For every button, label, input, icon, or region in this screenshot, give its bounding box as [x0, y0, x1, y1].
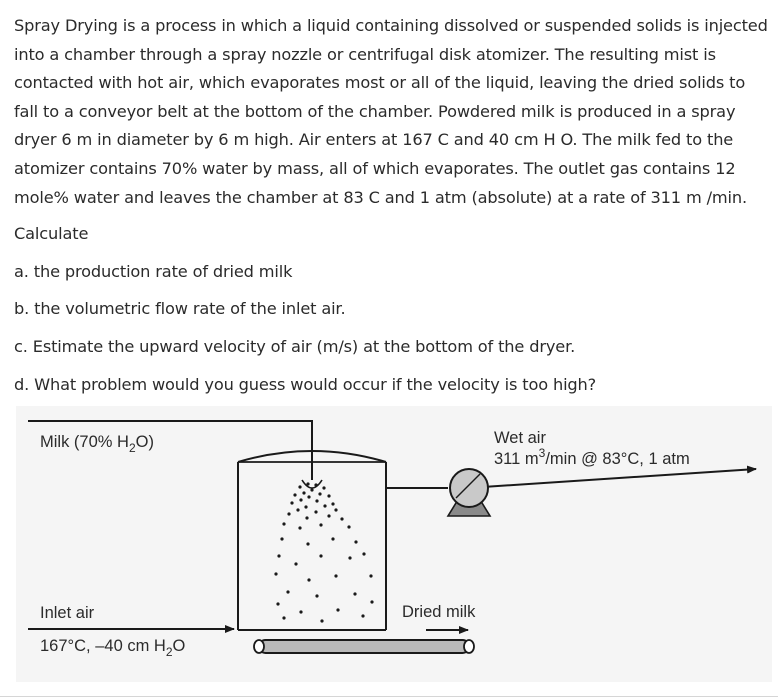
spray-droplet [334, 574, 337, 577]
conveyor-belt [259, 640, 469, 653]
statement-line: mole% water and leaves the chamber at 83 C and 1 atm (absolute) at a rate of 311 m /min. [14, 187, 747, 207]
spray-droplet [347, 525, 350, 528]
spray-droplet [334, 508, 337, 511]
blower-fan-icon [450, 469, 488, 507]
statement-line: contacted with hot air, which evaporates most or all of the liquid, leaving the dried solids to [14, 73, 746, 93]
spray-droplet [340, 517, 343, 520]
spray-droplet [305, 516, 308, 519]
spray-droplet [353, 592, 356, 595]
statement-line: dryer 6 m in diameter by 6 m high. Air enters at 167 C and 40 cm H O. The milk fed to the [14, 130, 734, 150]
spray-droplet [298, 526, 301, 529]
inlet-air-label: Inlet air [40, 604, 95, 622]
spray-droplet [296, 508, 299, 511]
statement-line: atomizer contains 70% water by mass, all of which evaporates. The outlet gas contains 12 [14, 158, 736, 178]
spray-droplet [293, 493, 296, 496]
spray-droplet [310, 488, 313, 491]
spray-droplet [277, 554, 280, 557]
inlet-air-conditions-label: 167°C, –40 cm $H_2O$ [40, 637, 186, 659]
spray-droplet [282, 616, 285, 619]
spray-droplet [369, 574, 372, 577]
spray-droplet [299, 498, 302, 501]
spray-droplet [304, 505, 307, 508]
spray-droplet [290, 501, 293, 504]
spray-droplet [319, 523, 322, 526]
spray-dryer-diagram [16, 406, 772, 682]
spray-droplet [306, 482, 309, 485]
spray-droplet [314, 510, 317, 513]
spray-droplet [307, 495, 310, 498]
spray-droplet [294, 562, 297, 565]
spray-droplet [370, 600, 373, 603]
problem-text [14, 12, 774, 399]
spray-droplet [323, 504, 326, 507]
statement-line: Spray Drying is a process in which a liquid containing dissolved or suspended solids is injected [14, 16, 768, 35]
spray-droplet [319, 554, 322, 557]
spray-droplet [327, 514, 330, 517]
spray-droplet [287, 512, 290, 515]
spray-droplet [362, 552, 365, 555]
spray-droplet [327, 494, 330, 497]
statement-line: fall to a conveyor belt at the bottom of the chamber. Powdered milk is produced in a spray [14, 101, 736, 121]
spray-droplet [348, 556, 351, 559]
spray-droplet [322, 486, 325, 489]
spray-droplet [315, 594, 318, 597]
spray-droplet [314, 483, 317, 486]
wet-air-outlet-arrow [468, 469, 756, 488]
spray-droplet [331, 502, 334, 505]
calculate-label: Calculate [14, 224, 89, 244]
spray-droplet [280, 537, 283, 540]
spray-droplet [354, 540, 357, 543]
spray-droplet [274, 572, 277, 575]
spray-droplet [361, 614, 364, 617]
spray-droplet [336, 608, 339, 611]
spray-droplet [298, 485, 301, 488]
spray-droplet [331, 537, 334, 540]
statement-line: into a chamber through a spray nozzle or centrifugal disk atomizer. The resulting mist is [14, 44, 716, 64]
spray-dryer-figure [16, 406, 772, 682]
conveyor-roller-right [464, 640, 474, 653]
dried-milk-label: Dried milk [402, 603, 476, 621]
conveyor-roller-left [254, 640, 264, 653]
spray-droplets [274, 482, 373, 622]
wet-air-label: Wet air [494, 429, 546, 447]
spray-droplet [302, 491, 305, 494]
spray-droplet [286, 590, 289, 593]
spray-droplet [306, 542, 309, 545]
question-part-b: b. the volumetric flow rate of the inlet air. [14, 299, 346, 319]
spray-droplet [299, 610, 302, 613]
spray-droplet [307, 578, 310, 581]
spray-droplet [276, 602, 279, 605]
problem-statement [14, 12, 774, 212]
spray-droplet [318, 492, 321, 495]
question-part-d: d. What problem would you guess would occur if the velocity is too high? [14, 374, 597, 394]
spray-droplet [315, 499, 318, 502]
spray-droplet [282, 522, 285, 525]
spray-droplet [320, 619, 323, 622]
question-part-c: c. Estimate the upward velocity of air (m/s) at the bottom of the dryer. [14, 336, 576, 356]
spray-nozzle-icon [302, 480, 322, 488]
bottom-divider [0, 696, 778, 697]
question-part-a: a. the production rate of dried milk [14, 261, 293, 281]
milk-feed-label: Milk (70% $H_2O$) [40, 433, 154, 455]
wet-air-rate-label: 311 $m^3/\min$ @ 83°C, 1 atm [494, 446, 690, 468]
